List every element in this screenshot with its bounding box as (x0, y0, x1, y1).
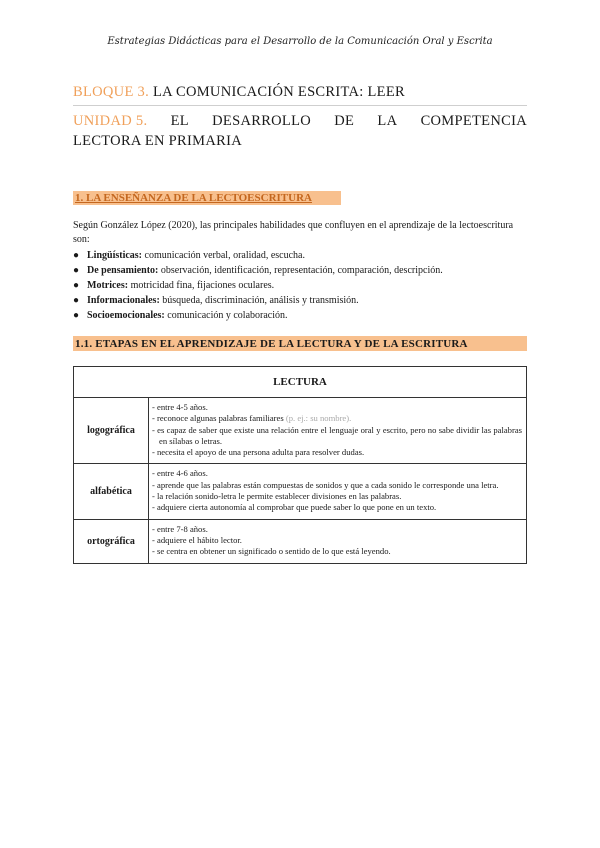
desc-line: - necesita el apoyo de una persona adulta para resolver dudas. (152, 447, 365, 458)
unit-word: EL (170, 113, 189, 129)
desc-line: - la relación sonido-letra le permite establecer divisiones en las palabras. (152, 491, 402, 502)
desc-line: - adquiere el hábito lector. (152, 534, 242, 545)
stage-name: logográfica (74, 398, 149, 464)
unit-word: DESARROLLO (212, 113, 312, 129)
table-header: LECTURA (74, 367, 527, 398)
desc-line (152, 413, 522, 424)
page-content (73, 84, 527, 564)
bullet-icon: ● (73, 250, 80, 261)
skill-desc: comunicación verbal, oralidad, escucha. (142, 250, 305, 261)
block-label: BLOQUE 3. (73, 84, 149, 100)
desc-line: - aprende que las palabras están compuestas de sonidos y que a cada sonido le corresponde una letra. (152, 479, 499, 490)
stage-description (149, 398, 527, 464)
desc-line: - es capaz de saber que existe una relación entre el lenguaje oral y escrito, pero no sabe dividir las palabras en sílabas o letras. (152, 424, 522, 446)
unit-label: UNIDAD 5. (73, 113, 148, 129)
bullet-icon: ● (73, 310, 80, 321)
example-note: (p. ej.: su nombre). (285, 413, 352, 424)
section-heading: 1. LA ENSEÑANZA DE LA LECTOESCRITURA (73, 191, 341, 205)
reading-stages-table (73, 366, 527, 564)
running-header: Estrategias Didácticas para el Desarrollo de la Comunicación Oral y Escrita (107, 36, 493, 47)
list-item (73, 263, 527, 278)
list-item (73, 293, 527, 308)
bullet-icon: ● (73, 265, 80, 276)
block-heading (73, 84, 527, 106)
unit-title-line1 (73, 111, 527, 131)
skill-term: Lingüísticas: (87, 250, 143, 261)
table-row (74, 464, 527, 519)
skill-term: Informacionales: (87, 295, 160, 306)
stage-description (149, 519, 527, 563)
skill-term: Socioemocionales: (87, 310, 165, 321)
table-row (74, 398, 527, 464)
desc-text: - reconoce algunas palabras familiares (152, 413, 286, 424)
unit-word: LA (377, 113, 398, 129)
desc-line: - entre 4-6 años. (152, 468, 208, 479)
stage-description (149, 464, 527, 519)
stage-name: alfabética (74, 464, 149, 519)
skill-term: Motrices: (87, 280, 129, 291)
desc-line: - entre 7-8 años. (152, 523, 208, 534)
desc-line: - adquiere cierta autonomía al comprobar que puede saber lo que pone en un texto. (152, 502, 437, 513)
table-header-row (74, 367, 527, 398)
skill-term: De pensamiento: (87, 265, 159, 276)
block-title: LA COMUNICACIÓN ESCRITA: LEER (152, 84, 405, 100)
list-item (73, 248, 527, 263)
bullet-icon: ● (73, 280, 80, 291)
skill-desc: comunicación y colaboración. (164, 310, 288, 321)
list-item (73, 308, 527, 323)
unit-word: COMPETENCIA (420, 113, 527, 129)
unit-title-line2: LECTORA EN PRIMARIA (73, 133, 242, 149)
table-row (74, 519, 527, 563)
skill-desc: motricidad fina, fijaciones oculares. (128, 280, 275, 291)
desc-line: - se centra en obtener un significado o sentido de lo que está leyendo. (152, 546, 391, 557)
bullet-icon: ● (73, 295, 80, 306)
skills-list (73, 248, 527, 323)
skill-desc: búsqueda, discriminación, análisis y transmisión. (159, 295, 359, 306)
desc-line: - entre 4-5 años. (152, 402, 208, 412)
intro-paragraph: Según González López (2020), las principales habilidades que confluyen en el aprendizaje de la lectoescritura son: (73, 220, 514, 245)
subsection-heading: 1.1. ETAPAS EN EL APRENDIZAJE DE LA LECTURA Y DE LA ESCRITURA (73, 336, 527, 351)
stage-name: ortográfica (74, 519, 149, 563)
unit-word: DE (334, 113, 355, 129)
unit-heading (73, 111, 527, 151)
skill-desc: observación, identificación, representación, comparación, descripción. (158, 265, 443, 276)
list-item (73, 278, 527, 293)
